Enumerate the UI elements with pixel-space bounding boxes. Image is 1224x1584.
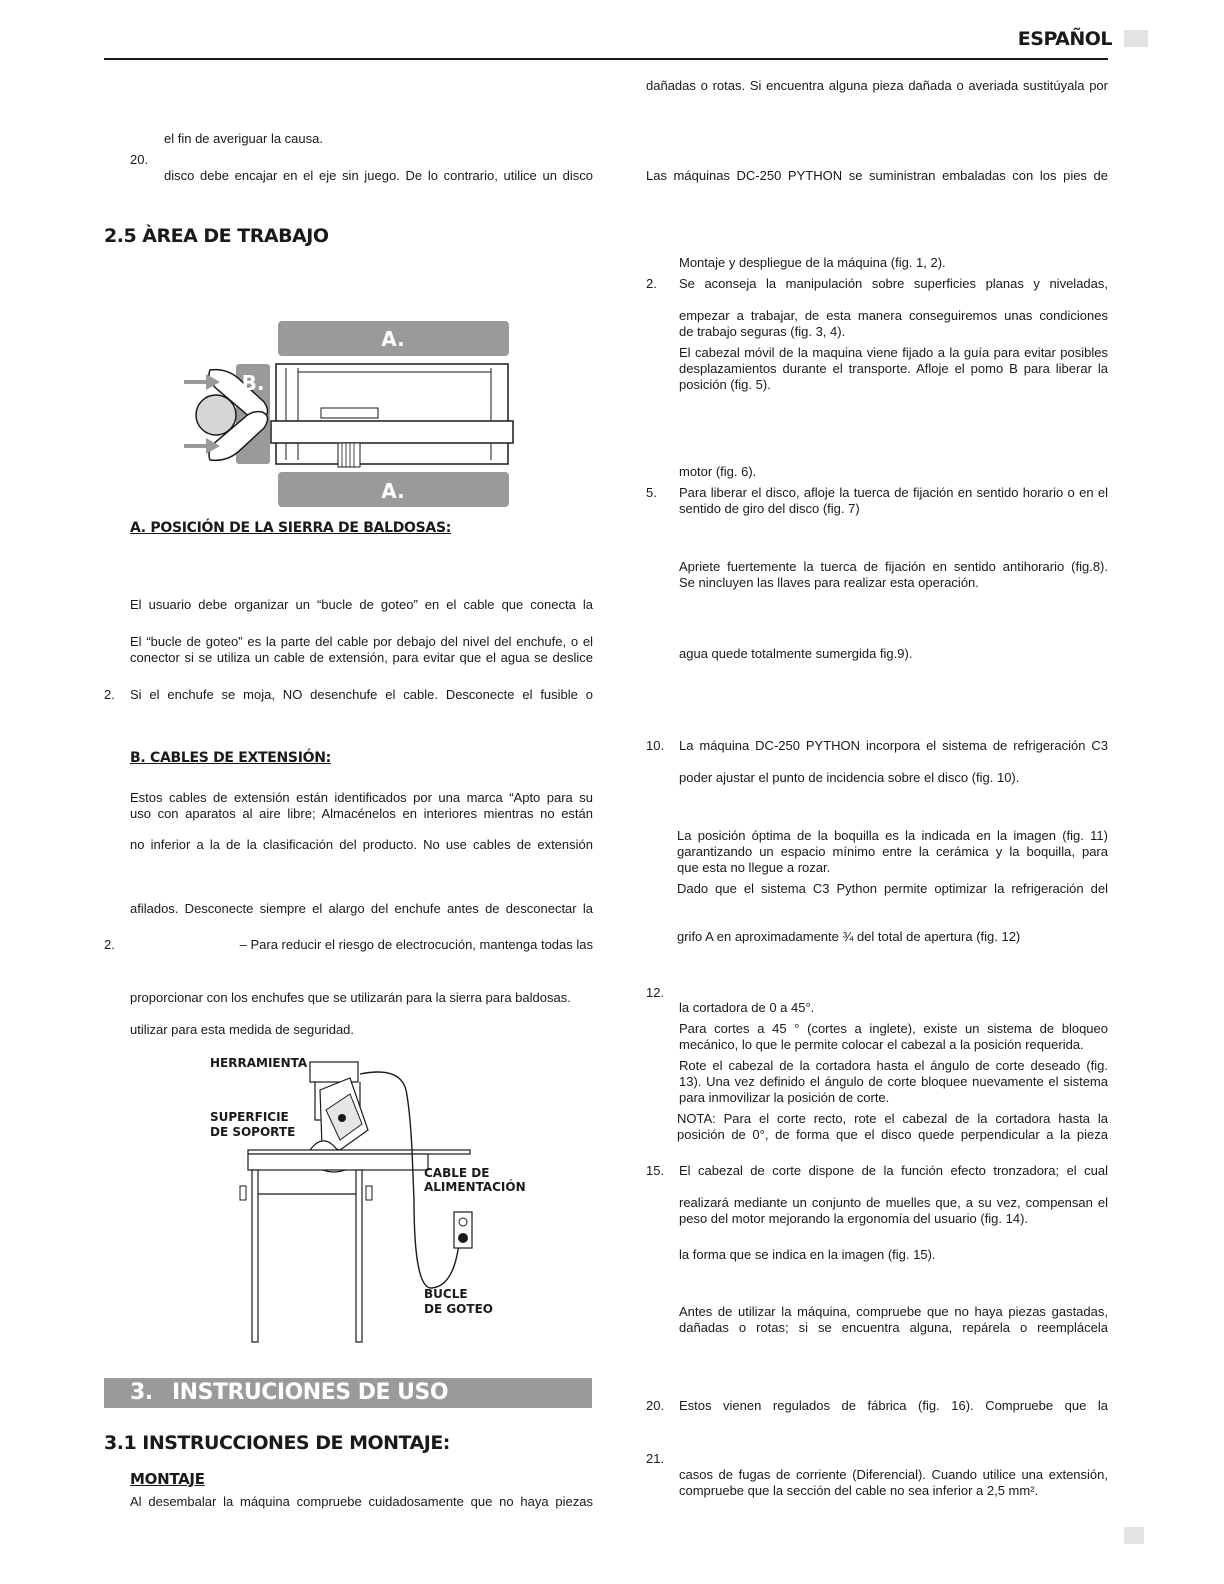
page-corner-tab [1124, 1527, 1144, 1544]
paragraph: conector si se utiliza un cable de extensión, para evitar que el agua se deslice [130, 650, 593, 665]
item-number: 10. [646, 738, 665, 753]
paragraph: proporcionar con los enchufes que se utilizarán para la sierra para baldosas. [130, 990, 571, 1005]
label-de-goteo: DE GOTEO [424, 1302, 493, 1316]
paragraph: peso del motor mejorando la ergonomía del usuario (fig. 14). [679, 1211, 1029, 1226]
item-number: 20. [130, 152, 149, 167]
subheading-saw-position: A. POSICIÓN DE LA SIERRA DE BALDOSAS: [130, 520, 452, 536]
section-heading-3-1: 3.1 INSTRUCCIONES DE MONTAJE: [104, 1432, 450, 1454]
drip-loop-figure [200, 1050, 530, 1350]
paragraph: agua quede totalmente sumergida fig.9). [679, 646, 913, 661]
paragraph: para inmovilizar la posición de corte. [679, 1090, 890, 1105]
paragraph: realizará mediante un conjunto de muelles que, a su vez, compensan el [679, 1195, 1108, 1210]
paragraph: Antes de utilizar la máquina, compruebe que no haya piezas gastadas, [679, 1304, 1108, 1319]
work-area-figure [176, 318, 516, 510]
paragraph: no inferior a la de la clasificación del producto. No use cables de extensión [130, 837, 593, 852]
paragraph: sentido de giro del disco (fig. 7) [679, 501, 860, 516]
paragraph: utilizar para esta medida de seguridad. [130, 1022, 355, 1037]
subheading-montaje: MONTAJE [130, 1470, 205, 1488]
label-de-soporte: DE SOPORTE [210, 1125, 296, 1139]
paragraph: que esta no llegue a rozar. [677, 860, 831, 875]
paragraph: desplazamientos durante el transporte. Afloje el pomo B para liberar la [679, 361, 1108, 376]
paragraph: Dado que el sistema C3 Python permite optimizar la refrigeración del [677, 881, 1108, 896]
zone-a-bottom-label: A. [381, 479, 405, 503]
paragraph: motor (fig. 6). [679, 464, 757, 479]
item-number: 15. [646, 1163, 665, 1178]
paragraph: Rote el cabezal de la cortadora hasta el ángulo de corte deseado (fig. [679, 1058, 1108, 1073]
paragraph: Estos cables de extensión están identificados por una marca “Apto para su [130, 790, 593, 805]
item-number: 20. [646, 1398, 665, 1413]
item-number: 12. [646, 985, 665, 1000]
item-number: 2. [104, 937, 115, 952]
paragraph: La posición óptima de la boquilla es la indicada en la imagen (fig. 11) [677, 828, 1108, 843]
paragraph: El cabezal móvil de la maquina viene fijado a la guía para evitar posibles [679, 345, 1108, 360]
subheading-extension-cables: B. CABLES DE EXTENSIÓN: [130, 750, 331, 766]
paragraph: dañadas o rotas; si se encuentra alguna, repárela o reemplácela [679, 1320, 1108, 1335]
paragraph: La máquina DC-250 PYTHON incorpora el sistema de refrigeración C3 [679, 738, 1108, 753]
paragraph: Para liberar el disco, afloje la tuerca de fijación en sentido horario o en el [679, 485, 1108, 500]
paragraph: El “bucle de goteo” es la parte del cable por debajo del nivel del enchufe, o el [130, 634, 593, 649]
zone-b-label: B. [241, 371, 265, 395]
paragraph: la forma que se indica en la imagen (fig. 15). [679, 1247, 936, 1262]
paragraph: disco debe encajar en el eje sin juego. De lo contrario, utilice un disco [164, 168, 593, 183]
language-label: ESPAÑOL [1017, 28, 1112, 50]
item-number: 2. [104, 687, 115, 702]
paragraph: garantizando un espacio mínimo entre la cerámica y la boquilla, para [677, 844, 1108, 859]
paragraph: afilados. Desconecte siempre el alargo del enchufe antes de desconectar la [130, 901, 593, 916]
header-rule [104, 58, 1108, 60]
label-cable-de: CABLE DE [424, 1166, 490, 1180]
item-number: 5. [646, 485, 657, 500]
corner-tab [1124, 30, 1148, 47]
paragraph: 13). Una vez definido el ángulo de corte bloquee nuevamente el sistema [679, 1074, 1108, 1089]
paragraph: Apriete fuertemente la tuerca de fijación en sentido antihorario (fig.8). [679, 559, 1108, 574]
paragraph: – Para reducir el riesgo de electrocución, mantenga todas las [239, 937, 593, 952]
paragraph: casos de fugas de corriente (Diferencial). Cuando utilice una extensión, [679, 1467, 1108, 1482]
paragraph: Se nincluyen las llaves para realizar esta operación. [679, 575, 979, 590]
paragraph: NOTA: Para el corte recto, rote el cabezal de la cortadora hasta la [677, 1111, 1108, 1126]
section-banner [104, 1378, 592, 1408]
section-heading-2-5: 2.5 ÀREA DE TRABAJO [104, 225, 329, 247]
paragraph: Para cortes a 45 ° (cortes a inglete), existe un sistema de bloqueo [679, 1021, 1108, 1036]
paragraph: compruebe que la sección del cable no sea inferior a 2,5 mm². [679, 1483, 1039, 1498]
paragraph: poder ajustar el punto de incidencia sobre el disco (fig. 10). [679, 770, 1020, 785]
zone-a-top-label: A. [381, 327, 405, 351]
banner-number: 3. [130, 1380, 153, 1405]
label-superficie: SUPERFICIE [210, 1110, 289, 1124]
paragraph: grifo A en aproximadamente ¾ del total de apertura (fig. 12) [677, 929, 1021, 944]
paragraph: empezar a trabajar, de esta manera conseguiremos unas condiciones [679, 308, 1108, 323]
banner-title: INSTRUCIONES DE USO [172, 1380, 449, 1405]
paragraph: Las máquinas DC-250 PYTHON se suministran embaladas con los pies de [646, 168, 1108, 183]
paragraph: El usuario debe organizar un “bucle de goteo” en el cable que conecta la [130, 597, 593, 612]
paragraph: posición (fig. 5). [679, 377, 771, 392]
paragraph: Estos vienen regulados de fábrica (fig. 16). Compruebe que la [679, 1398, 1108, 1413]
paragraph: dañadas o rotas. Si encuentra alguna pieza dañada o averiada sustitúyala por [646, 78, 1108, 93]
paragraph: mecánico, lo que le permite colocar el cabezal a la posición requerida. [679, 1037, 1084, 1052]
paragraph: de trabajo seguras (fig. 3, 4). [679, 324, 846, 339]
paragraph: Al desembalar la máquina compruebe cuidadosamente que no haya piezas [130, 1494, 593, 1509]
item-number: 2. [646, 276, 657, 291]
paragraph: Montaje y despliegue de la máquina (fig. 1, 2). [679, 255, 946, 270]
item-number: 21. [646, 1451, 665, 1466]
label-alimentacion: ALIMENTACIÓN [424, 1180, 526, 1194]
paragraph: posición de 0°, de forma que el disco quede perpendicular a la pieza [677, 1127, 1108, 1142]
label-herramienta: HERRAMIENTA [210, 1056, 308, 1070]
label-bucle: BUCLE [424, 1287, 468, 1301]
paragraph: el fin de averiguar la causa. [164, 131, 323, 146]
paragraph: Se aconseja la manipulación sobre superficies planas y niveladas, [679, 276, 1108, 291]
paragraph: Si el enchufe se moja, NO desenchufe el cable. Desconecte el fusible o [130, 687, 593, 702]
paragraph: la cortadora de 0 a 45°. [679, 1000, 815, 1015]
paragraph: El cabezal de corte dispone de la función efecto tronzadora; el cual [679, 1163, 1108, 1178]
paragraph: uso con aparatos al aire libre; Almacénelos en interiores mientras no están [130, 806, 593, 821]
